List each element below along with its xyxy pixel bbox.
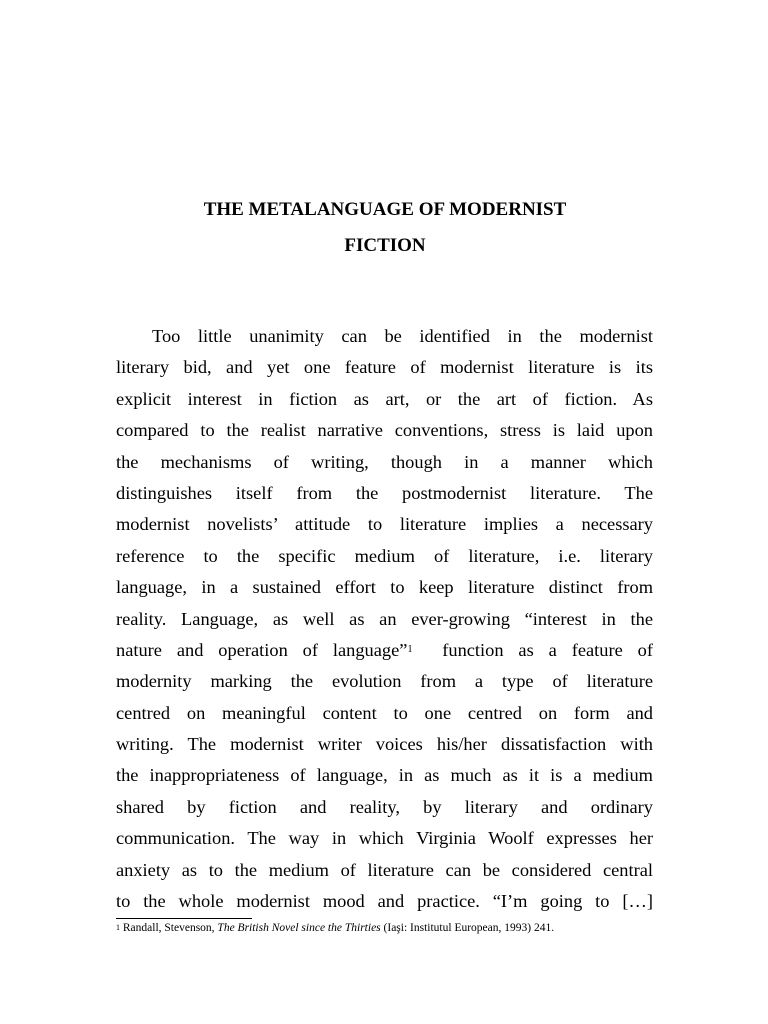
paragraph-line: centred on meaningful content to one centred on form and	[116, 702, 653, 723]
paragraph-line: communication. The way in which Virginia Woolf expresses her	[116, 828, 653, 849]
body-paragraph	[116, 321, 653, 917]
footnote-separator	[116, 918, 252, 919]
paragraph-line: Too little unanimity can be identified in the modernist	[152, 326, 653, 346]
title-line-2: FICTION	[344, 235, 426, 256]
footnote-reference[interactable]: 1	[407, 643, 413, 655]
title-line-1: THE METALANGUAGE OF MODERNIST	[203, 199, 567, 220]
paragraph-line: the inappropriateness of language, in as much as it is a medium	[116, 765, 653, 786]
footnote-book-title: The British Novel since the Thirties	[217, 922, 381, 934]
footnote	[116, 921, 554, 935]
footnote-author: Randall, Stevenson,	[120, 922, 218, 934]
footnote-marker: 1	[116, 923, 120, 932]
paragraph-line: literary bid, and yet one feature of modernist literature is its	[116, 357, 653, 378]
paragraph-line: language, in a sustained effort to keep literature distinct from	[116, 577, 653, 598]
paragraph-line: explicit interest in fiction as art, or the art of fiction. As	[116, 388, 653, 409]
paragraph-line: reality. Language, as well as an ever-growing “interest in the	[116, 608, 653, 629]
paragraph-line: the mechanisms of writing, though in a manner which	[116, 451, 653, 472]
paragraph-line: modernist novelists’ attitude to literature implies a necessary	[116, 514, 653, 535]
paragraph-line: writing. The modernist writer voices his/her dissatisfaction with	[116, 734, 653, 755]
paragraph-line: reference to the specific medium of literature, i.e. literary	[116, 545, 653, 566]
footnote-publication: (Iaşi: Institutul European, 1993) 241.	[380, 922, 555, 934]
paragraph-line: shared by fiction and reality, by literary and ordinary	[116, 796, 653, 817]
paragraph-line: to the whole modernist mood and practice. “I’m going to […]	[116, 891, 653, 912]
paragraph-line-with-footnote-ref	[116, 635, 653, 666]
line-text-before-ref: nature and operation of language”	[116, 639, 408, 660]
paragraph-line: distinguishes itself from the postmodernist literature. The	[116, 482, 653, 503]
paragraph-line: compared to the realist narrative conventions, stress is laid upon	[116, 420, 653, 441]
line-text-after-ref: function as a feature of	[412, 639, 653, 660]
page-title	[116, 192, 654, 264]
paragraph-line: modernity marking the evolution from a type of literature	[116, 671, 653, 692]
paragraph-line: anxiety as to the medium of literature can be considered central	[116, 859, 653, 880]
